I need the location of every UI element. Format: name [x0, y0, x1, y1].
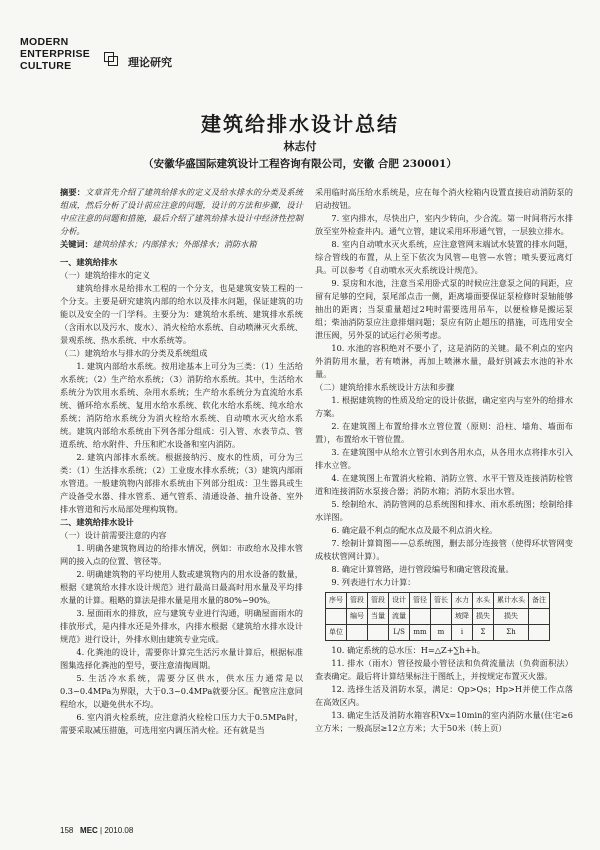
hydraulic-calc-table [325, 592, 550, 641]
paragraph: 2. 在建筑图上布置给排水立管位置（原则：沿柱、墙角、墙面布置），布置给水干管位置。 [315, 421, 573, 444]
table-cell: 当量 [368, 609, 389, 625]
table-cell: 序号 [326, 593, 347, 609]
table-cell: 管段 [347, 593, 368, 609]
issue-date: 2010.08 [104, 826, 134, 835]
table-cell: Σ [473, 625, 494, 641]
page-footer [60, 826, 133, 835]
article-affiliation: （安徽华盛国际建筑设计工程咨询有限公司，安徽 合肥 230001） [143, 158, 457, 170]
paragraph: 11. 排水（雨水）管径按最小管径法和负荷流量法（负荷面积法）查表确定。最后将计算结果标注于图纸上，并按规定布置灭火器。 [315, 658, 573, 681]
keywords-text: 建筑给排水；内部排水；外部排水；消防水箱 [92, 239, 257, 249]
table-cell: 管段 [368, 593, 389, 609]
table-cell: 单位 [326, 625, 347, 641]
paragraph: 8. 室内自动喷水灭火系统，应注意管网末端试水装置的排水问题，综合管线的布置，从上至下依次为风管—电管—水管；喷头要远离灯具。可以参考《自动喷水灭火系统设计规范》。 [315, 239, 573, 275]
heading-1-1: （一）建筑给排水的定义 [60, 271, 151, 280]
paragraph: 12. 选择生活及消防水泵，满足：Qp>Qs；Hp>H并使工作点落在高效区内。 [315, 684, 573, 707]
paragraph: 建筑给排水是给排水工程的一个分支，也是建筑安装工程的一个分支。主要是研究建筑内部的给水以及排水问题，保证建筑的功能以及安全的一门学科。主要分为：建筑给水系统、建筑排水系统（含雨水以及污水、废水）、消火栓给水系统、自动喷淋灭火系统、景观系统、热水系统、中水系统等。 [60, 283, 303, 345]
paragraph: 4. 在建筑图上布置消火栓箱、消防立管、水平干管及连接消防栓管道和连接消防水泵接合器；消防水箱；消防水泵出水管。 [315, 473, 573, 496]
table-cell [431, 609, 452, 625]
table-cell: 水力 [452, 593, 473, 609]
brand-square-icon [104, 52, 118, 66]
table-cell: 水头 [473, 593, 494, 609]
journal-brand [20, 36, 90, 72]
table-cell [326, 609, 347, 625]
table-cell: i [452, 625, 473, 641]
table-cell [529, 609, 550, 625]
table-cell: 管长 [431, 593, 452, 609]
abstract [60, 186, 303, 238]
table-cell: 编号 [347, 609, 368, 625]
table-cell [529, 625, 550, 641]
table-cell: Σh [494, 625, 529, 641]
paragraph: 2. 明确建筑物的平均使用人数或建筑物内的用水设备的数量，根据《建筑给水排水设计规范》进行最高日最高时用水量及平均排水量的计算。粗略的算法是排水量是用水量的80%~90%。 [60, 569, 303, 605]
table-cell: 备注 [529, 593, 550, 609]
paragraph: 1. 根据建筑物的性质及给定的设计依据，确定室内与室外的给排水方案。 [315, 395, 573, 418]
paragraph: 2. 建筑内部排水系统。根据接纳污、废水的性质，可分为三类：（1）生活排水系统；（2）工业废水排水系统；（3）建筑内部雨水管道。一般建筑物内部排水系统由下列部分组成：卫生器具或生产设备受水器、排水管系、通气管系、清通设备、抽升设备、室外排水管道和污水局部处理构筑物。 [60, 452, 303, 514]
brand-line-2: ENTERPRISE [20, 48, 91, 60]
heading-section-1: 一、建筑给排水 [60, 258, 118, 267]
abstract-label: 摘要： [60, 187, 86, 197]
paragraph: 10. 水池的容积绝对不要小了，这是消防的关键。最不利点的室内外消防用水量，若有喷淋，再加上喷淋水量，最好别减去水池的补水量。 [315, 343, 573, 379]
paragraph: 3. 在建筑图中从给水立管引水到各用水点，从各用水点将排水引入排水立管。 [315, 447, 573, 470]
brand-line-1: MODERN [20, 36, 69, 48]
table-cell [368, 625, 389, 641]
page-number: 158 [60, 826, 74, 835]
paragraph: 9. 泵房和水池，注意当采用卧式泵的时候应注意泵之间的间距，应留有足够的空间，泵尾部点击一侧，距离墙面要保证泵检修时泵轴能够抽出的距离；当泵重量超过2吨时需要选用吊车，以便检修是搬运泵组；柴油消防泵应注意排烟问题；泵应有防止超压的措施，可选用安全泄压阀，另外泵的试运行必须考虑。 [315, 278, 573, 340]
heading-2-2: （二）建筑给排水系统设计方法和步骤 [315, 383, 455, 392]
table-row [326, 625, 550, 641]
abstract-text: 文章首先介绍了建筑给排水的定义及给水排水的分类及系统组成，然后分析了设计前应注意的问题，设计的方法和步骤，设计中应注意的问题和措施，最后介绍了建筑给排水设计中经济性控制分析。 [60, 187, 303, 236]
table-cell [410, 609, 431, 625]
paragraph: 9. 列表进行水力计算： [331, 577, 416, 587]
heading-1-2: （二）建筑给水与排水的分类及系统组成 [60, 349, 208, 358]
table-header-row [326, 609, 550, 625]
page-header [20, 36, 580, 86]
table-cell: 坡降 [452, 609, 473, 625]
table-cell: 设计 [389, 593, 410, 609]
paragraph: 13. 确定生活及消防水箱容积Vx=10min的室内消防水量(住宅≥6立方米；一般高层≥12立方米；大于50米（转上页） [315, 710, 573, 733]
paragraph: 6. 确定最不利点的配水点及最不利点消火栓。 [331, 525, 498, 535]
heading-section-2: 二、建筑给排水设计 [60, 518, 134, 527]
journal-abbrev: MEC [80, 826, 98, 835]
table-cell: 流量 [389, 609, 410, 625]
right-column [315, 186, 573, 735]
table-cell: 损失 [473, 609, 494, 625]
table-cell [347, 625, 368, 641]
paragraph: 4. 化粪池的设计，需要你计算完生活污水量计算后，根据标准图集选择化粪池的型号，要注意清掏周期。 [60, 647, 303, 670]
section-label: 理论研究 [128, 57, 172, 69]
table-cell: L/S [389, 625, 410, 641]
article-title: 建筑给排水设计总结 [201, 114, 399, 136]
keywords-label: 关键词： [60, 239, 93, 249]
paragraph: 1. 明确各建筑物周边的给排水情况，例如：市政给水及排水管网的接入点的位置、管径等。 [60, 543, 303, 566]
heading-2-1: （一）设计前需要注意的内容 [60, 531, 167, 540]
table-cell: 累计水头 [494, 593, 529, 609]
brand-line-3: CULTURE [20, 60, 72, 72]
left-column [60, 186, 303, 737]
table-header-row [326, 593, 550, 609]
article-author: 林志付 [283, 140, 317, 153]
paragraph: 3. 屋面雨水的排放，应与建筑专业进行沟通，明确屋面雨水的排放形式，是内排水还是外排水，内排水根据《建筑给水排水设计规范》进行设计，外排水则由建筑专业完成。 [60, 608, 303, 644]
table-cell: m [431, 625, 452, 641]
paragraph: 采用临时高压给水系统是，应在每个消火栓箱内设置直接启动消防泵的启动按钮。 [315, 187, 573, 210]
table-cell: 损失 [494, 609, 529, 625]
table-cell: mm [410, 625, 431, 641]
paragraph: 7. 室内排水，尽快出户，室内少转向，少合流。第一时间将污水排放至室外检查井内。通气立管，建议采用环形通气管，一层独立排水。 [315, 213, 573, 236]
footer-divider: | [100, 826, 103, 835]
paragraph: 8. 确定计算管路，进行管段编号和确定管段流量。 [331, 564, 514, 574]
keywords [60, 238, 303, 251]
paragraph: 6. 室内消火栓系统，应注意消火栓栓口压力大于0.5MPa时，需要采取减压措施，可选用室内调压消火栓。还有就是当 [60, 712, 303, 735]
table-cell: 管径 [410, 593, 431, 609]
paragraph: 7. 绘制计算简图——总系统图，删去部分连接管（使得环状管网变成枝状管网计算）。 [315, 538, 573, 561]
paragraph: 5. 生活冷水系统，需要分区供水，供水压力通常是以0.3~0.4MPa为界限，大于0.3~0.4MPa就要分区。配管应注意同程给水，以避免供水不均。 [60, 673, 303, 709]
paragraph: 10. 确定系统的总水压：H=△Z+∑h+h。 [331, 645, 485, 655]
paragraph: 1. 建筑内部给水系统。按用途基本上可分为三类：（1）生活给水系统；（2）生产给水系统；（3）消防给水系统。其中，生活给水系统分为饮用水系统、杂用水系统；生产给水系统分为直流给水系统、循环给水系统、复用水给水系统、软化水给水系统、纯水给水系统；消防给水系统分为消火栓给水系统、自动喷水灭火给水系统。建筑内部给水系统由下列各部分组成：引入管、水表节点、管道系统、给水附件、升压和贮水设备和室内消防。 [60, 361, 303, 449]
paragraph: 5. 绘制给水、消防管网的总系统图和排水、雨水系统图；绘制给排水详图。 [315, 499, 573, 522]
